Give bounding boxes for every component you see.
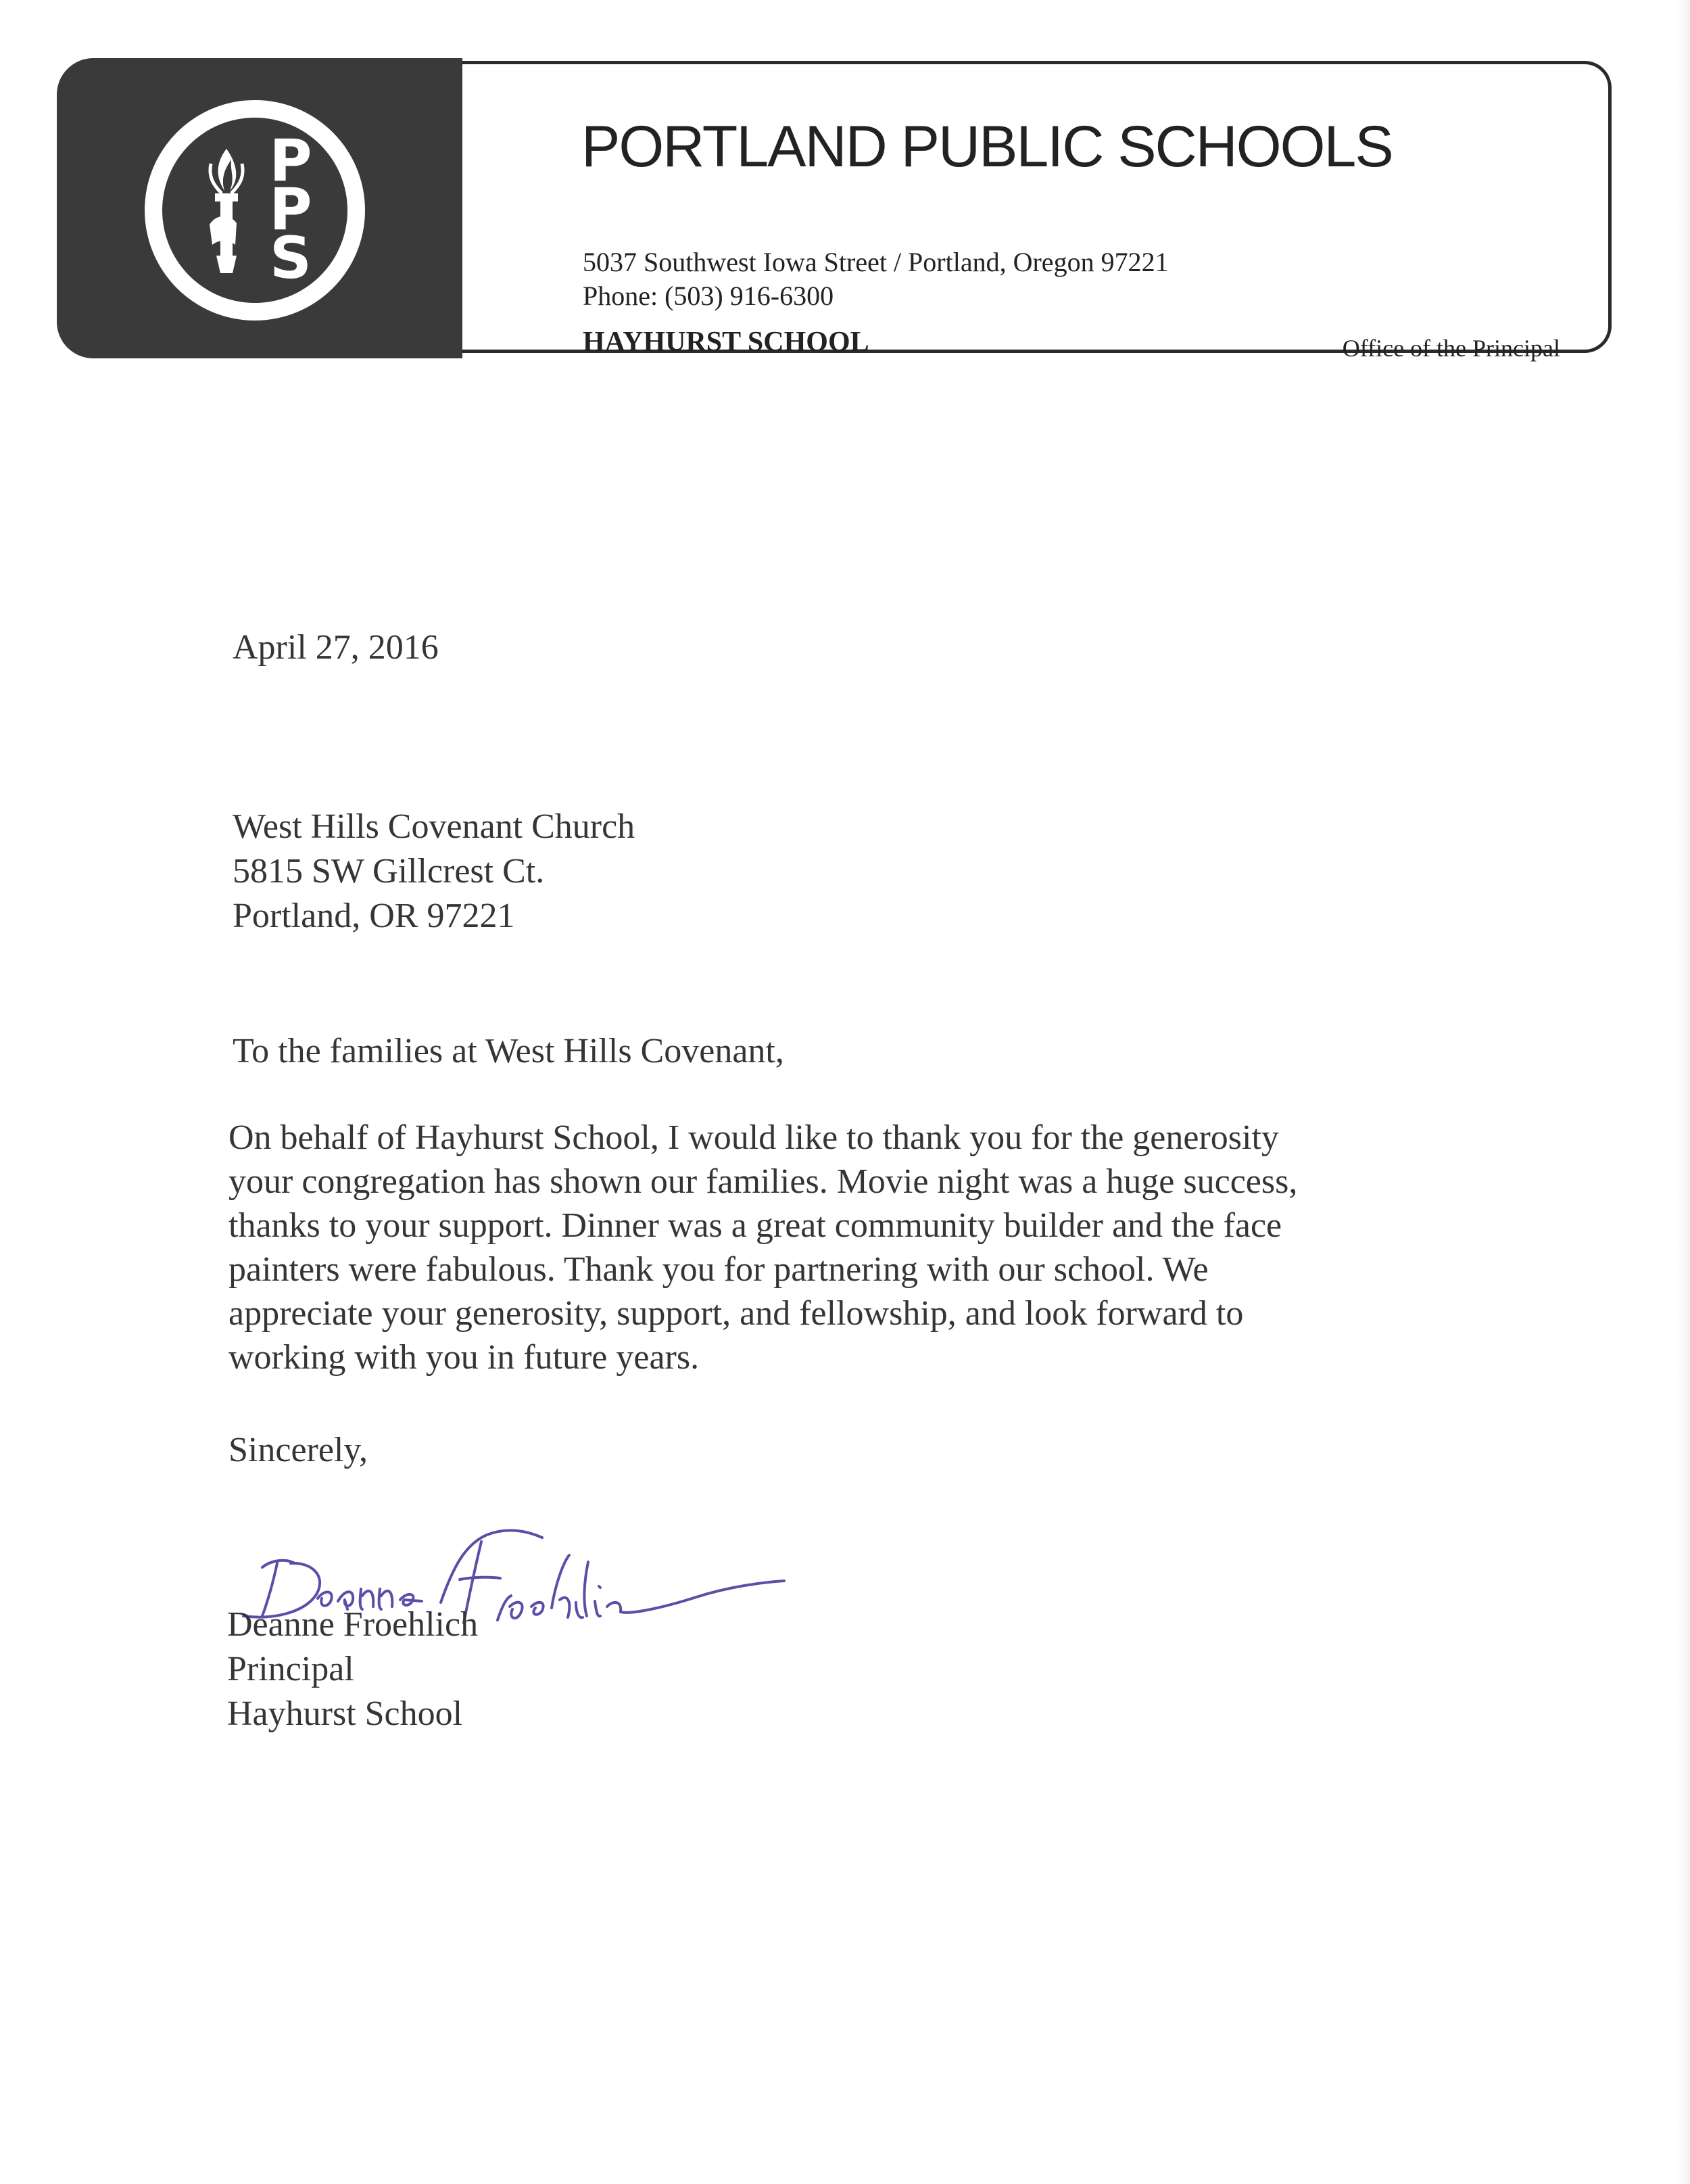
school-name: HAYHURST SCHOOL <box>583 327 869 358</box>
office-label: Office of the Principal <box>1342 335 1560 362</box>
salutation: To the families at West Hills Covenant, <box>233 1032 784 1070</box>
recipient-line: West Hills Covenant Church <box>233 807 635 846</box>
organization-address: 5037 Southwest Iowa Street / Portland, Oregon 97221 <box>583 247 1169 277</box>
organization-phone: Phone: (503) 916-6300 <box>583 281 834 311</box>
page-edge-shadow <box>1676 0 1690 2184</box>
signer-title: Principal <box>227 1650 354 1688</box>
body-line: appreciate your generosity, support, and fellowship, and look forward to <box>228 1294 1244 1333</box>
logo-letter: P <box>269 176 312 243</box>
signer-school: Hayhurst School <box>227 1694 463 1733</box>
recipient-line: 5815 SW Gillcrest Ct. <box>233 852 545 891</box>
body-line: thanks to your support. Dinner was a great community builder and the face <box>228 1206 1282 1245</box>
pps-logo-letters <box>257 127 324 292</box>
torch-icon <box>196 143 257 279</box>
body-line: On behalf of Hayhurst School, I would like to thank you for the generosity <box>228 1118 1279 1157</box>
closing: Sincerely, <box>228 1431 368 1469</box>
letterhead-dark-panel <box>57 58 462 358</box>
organization-name: PORTLAND PUBLIC SCHOOLS <box>581 114 1393 179</box>
logo-letter: S <box>270 224 312 292</box>
pps-logo-inner <box>162 118 347 303</box>
recipient-line: Portland, OR 97221 <box>233 897 515 935</box>
body-line: painters were fabulous. Thank you for partnering with our school. We <box>228 1250 1209 1289</box>
signer-block <box>227 1603 478 1736</box>
body-line: your congregation has shown our families. Movie night was a huge success, <box>228 1162 1298 1201</box>
letter-body <box>228 1116 1459 1379</box>
signer-name: Deanne Froehlich <box>227 1605 479 1644</box>
letter-date: April 27, 2016 <box>233 628 439 667</box>
letterhead <box>57 58 1617 362</box>
pps-logo <box>145 100 365 321</box>
body-line: working with you in future years. <box>228 1338 700 1377</box>
logo-letter: P <box>269 127 312 195</box>
